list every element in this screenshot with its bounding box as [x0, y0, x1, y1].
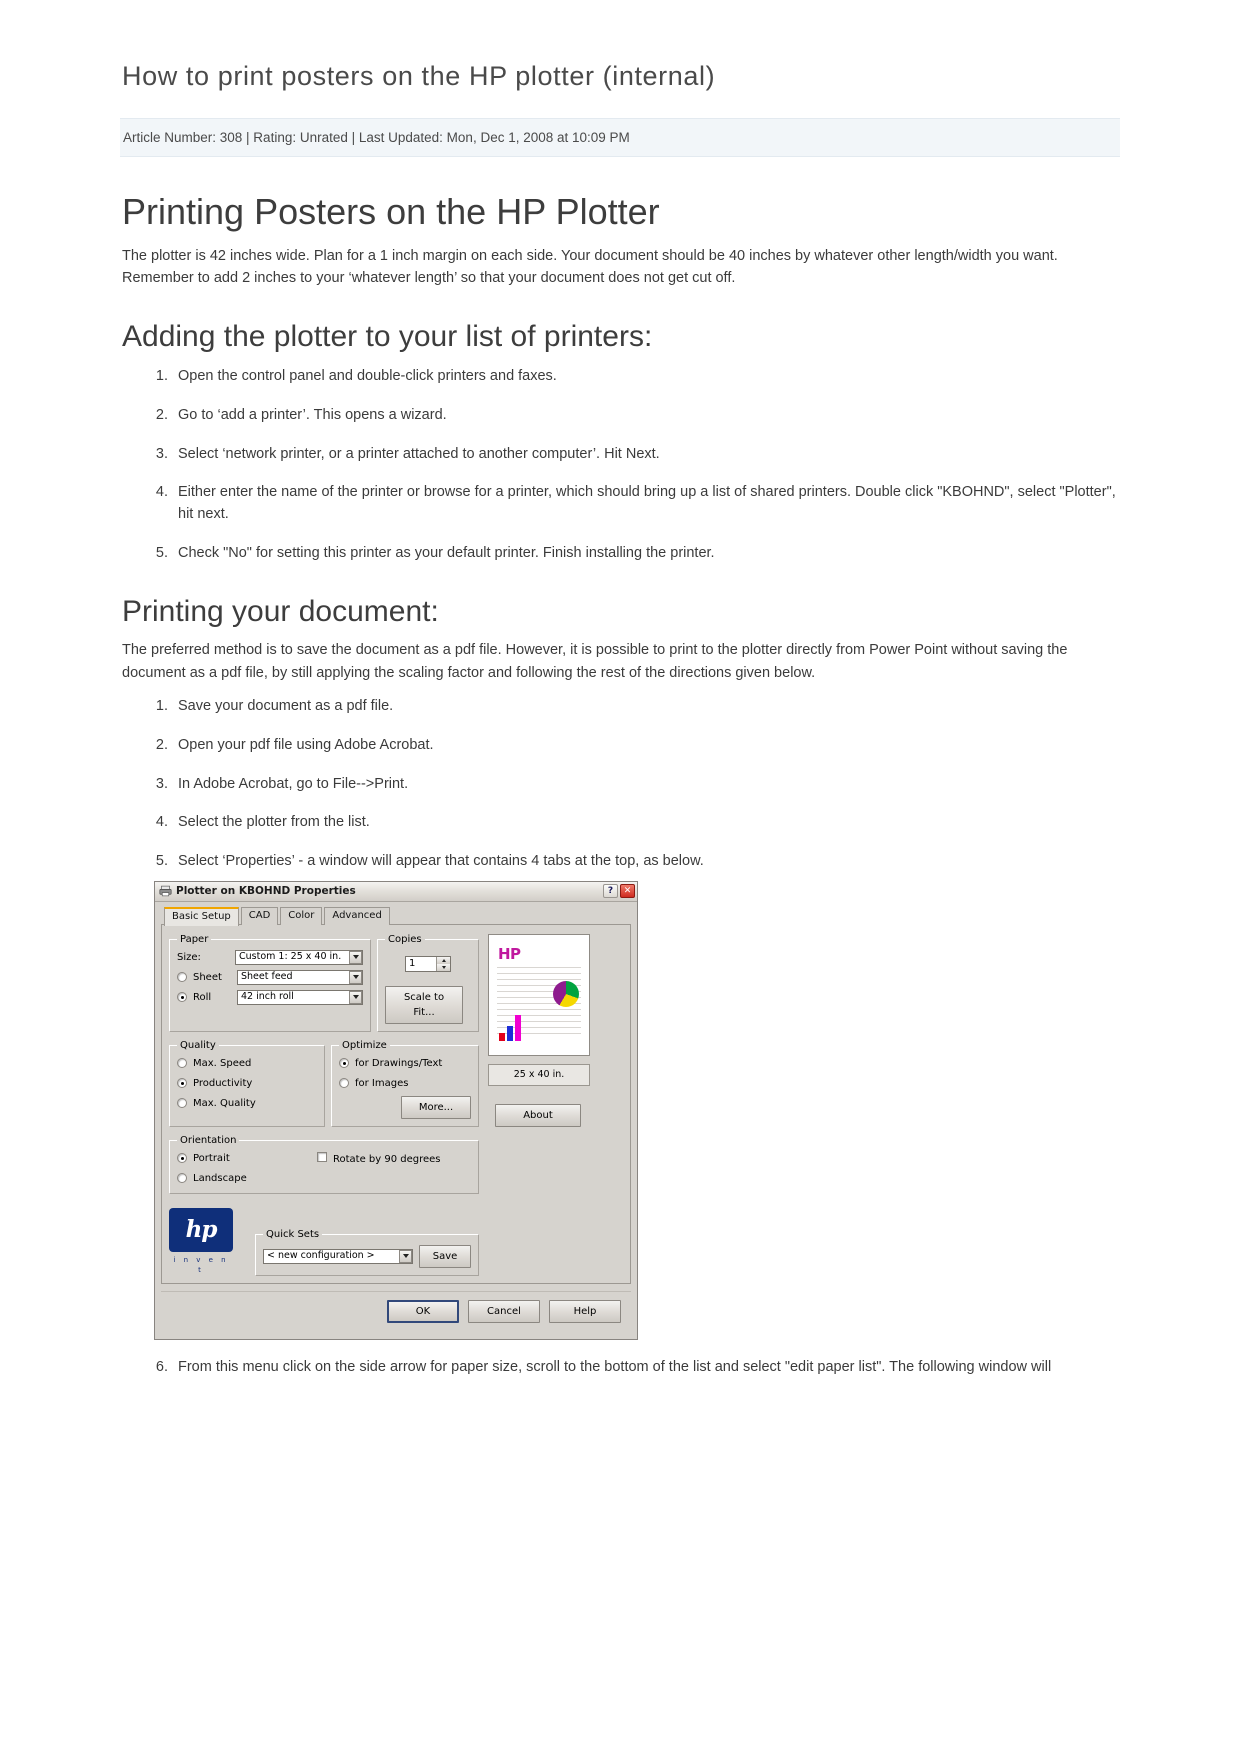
cancel-button[interactable]: Cancel [468, 1300, 540, 1323]
printing-document-steps [120, 696, 1120, 1379]
printing-intro-paragraph: The preferred method is to save the document as a pdf file. However, it is possible to print to the plotter directly from Power Point without saving the document as a pdf file, by still applying the scaling factor and following the rest of the directions given below. [122, 642, 1068, 681]
paper-size-label: Size: [177, 951, 201, 963]
list-item: 2. Open your pdf file using Adobe Acrobat. [172, 735, 1120, 757]
doc-heading-main: Printing Posters on the HP Plotter [122, 191, 660, 233]
rotate-90-row[interactable] [317, 1152, 441, 1186]
list-item: 1. Save your document as a pdf file. [172, 696, 1120, 718]
doc-heading-printing-document: Printing your document: [122, 594, 439, 628]
tab-color[interactable]: Color [280, 907, 322, 925]
quality-option-max-quality[interactable] [177, 1096, 317, 1111]
about-button[interactable]: About [495, 1104, 581, 1127]
copies-stepper-buttons[interactable] [436, 957, 450, 971]
productivity-label: Productivity [193, 1077, 253, 1089]
hp-logo-mark: hp [169, 1208, 233, 1252]
paper-sheet-row [177, 970, 363, 985]
plotter-properties-screenshot [154, 881, 1120, 1340]
chevron-down-icon[interactable] [349, 951, 362, 964]
settings-column [169, 932, 479, 1276]
doc-intro-paragraph: The plotter is 42 inches wide. Plan for a 1 inch margin on each side. Your document should be 40 inches by whatever other length/width you want. Remember to add 2 inches to your ‘whatever length’ so that your document does not get cut off. [122, 247, 1058, 287]
dialog-title-buttons [603, 884, 635, 898]
for-drawings-text-radio[interactable] [339, 1058, 349, 1068]
paper-sheet-label: Sheet [193, 971, 222, 983]
optimize-option-drawings-text[interactable] [339, 1056, 471, 1071]
paper-group-legend: Paper [180, 933, 209, 945]
orientation-group-legend: Orientation [180, 1134, 237, 1146]
list-item-label: Select ‘Properties’ - a window will appear that contains 4 tabs at the top, as below. [178, 853, 704, 870]
article-meta-bar: Article Number: 308 | Rating: Unrated | Last Updated: Mon, Dec 1, 2008 at 10:09 PM [120, 118, 1120, 157]
quick-sets-row [263, 1245, 471, 1268]
optimize-group [331, 1038, 479, 1127]
print-preview [488, 934, 590, 1056]
chevron-down-icon[interactable] [399, 1250, 412, 1263]
optimize-option-images[interactable] [339, 1076, 471, 1091]
paper-sheet-radio[interactable] [177, 972, 187, 982]
dialog-footer [161, 1291, 631, 1332]
doc-heading-adding-plotter: Adding the plotter to your list of printers: [122, 319, 653, 353]
copies-value: 1 [409, 957, 416, 969]
quality-option-productivity[interactable] [177, 1076, 317, 1091]
rotate-90-label: Rotate by 90 degrees [333, 1153, 441, 1165]
sheet-feed-combobox[interactable] [237, 970, 363, 985]
productivity-radio[interactable] [177, 1078, 187, 1088]
quality-group [169, 1038, 325, 1127]
help-button[interactable]: Help [549, 1300, 621, 1323]
close-icon[interactable]: ✕ [620, 884, 635, 898]
list-item: 6. From this menu click on the side arrow for paper size, scroll to the bottom of the list and select "edit paper list". The following window will [172, 1357, 1120, 1379]
list-item: 4. Either enter the name of the printer or browse for a printer, which should bring up a list of shared printers. Double click "KBOHND", select "Plotter", hit next. [172, 482, 1120, 526]
for-images-radio[interactable] [339, 1078, 349, 1088]
list-item: 2. Go to ‘add a printer’. This opens a wizard. [172, 405, 1120, 427]
quick-sets-save-button[interactable]: Save [419, 1245, 471, 1268]
quick-sets-legend: Quick Sets [266, 1228, 320, 1240]
hp-logo [169, 1208, 233, 1276]
list-item-with-figure [172, 851, 1120, 1340]
quick-sets-group [255, 1227, 479, 1276]
page-title: How to print posters on the HP plotter (internal) [122, 61, 716, 91]
optimize-group-legend: Optimize [342, 1039, 387, 1051]
basic-setup-panel [161, 924, 631, 1284]
paper-size-value: Custom 1: 25 x 40 in. [239, 951, 342, 963]
chevron-down-icon[interactable] [349, 991, 362, 1004]
stepper-down-icon[interactable] [437, 964, 450, 971]
quality-option-max-speed[interactable] [177, 1056, 317, 1071]
list-item: 1. Open the control panel and double-click printers and faxes. [172, 366, 1120, 388]
portrait-radio[interactable] [177, 1153, 187, 1163]
roll-size-combobox[interactable] [237, 990, 363, 1005]
scale-to-fit-button[interactable]: Scale to Fit... [385, 986, 463, 1024]
paper-size-row [177, 950, 363, 965]
list-item: 5. Check "No" for setting this printer as your default printer. Finish installing the printer. [172, 543, 1120, 565]
list-item: 4. Select the plotter from the list. [172, 812, 1120, 834]
dialog-title: Plotter on KBOHND Properties [176, 884, 356, 897]
copies-group-legend: Copies [388, 933, 422, 945]
stepper-up-icon[interactable] [437, 957, 450, 964]
quick-sets-value: < new configuration > [267, 1250, 375, 1262]
article-page [120, 0, 1120, 1379]
sheet-feed-value: Sheet feed [241, 971, 293, 983]
max-quality-radio[interactable] [177, 1098, 187, 1108]
help-icon[interactable]: ? [603, 884, 618, 898]
portrait-label: Portrait [193, 1152, 230, 1164]
chevron-down-icon[interactable] [349, 971, 362, 984]
hp-logo-tagline: i n v e n t [173, 1255, 229, 1275]
roll-size-value: 42 inch roll [241, 991, 294, 1003]
preview-pie-chart-icon [553, 981, 579, 1007]
preview-column [486, 932, 623, 1276]
quality-group-legend: Quality [180, 1039, 216, 1051]
ok-button[interactable]: OK [387, 1300, 459, 1323]
optimize-more-button[interactable]: More... [401, 1096, 471, 1119]
paper-roll-radio[interactable] [177, 992, 187, 1002]
quick-sets-combobox[interactable] [263, 1249, 413, 1264]
paper-copies-row [169, 932, 479, 1032]
max-quality-label: Max. Quality [193, 1097, 256, 1109]
preview-size-readout: 25 x 40 in. [488, 1064, 590, 1086]
tab-basic-setup[interactable]: Basic Setup [164, 907, 239, 926]
adding-plotter-steps [120, 366, 1120, 565]
for-images-label: for Images [355, 1077, 409, 1089]
copies-stepper[interactable] [405, 956, 451, 972]
paper-group [169, 932, 371, 1032]
orientation-option-landscape[interactable] [177, 1171, 317, 1186]
list-item: 3. Select ‘network printer, or a printer attached to another computer’. Hit Next. [172, 444, 1120, 466]
copies-group [377, 932, 479, 1032]
orientation-group [169, 1133, 479, 1194]
orientation-option-portrait[interactable] [177, 1151, 317, 1166]
dialog-body [155, 902, 637, 1339]
list-item: 3. In Adobe Acrobat, go to File-->Print. [172, 774, 1120, 796]
preview-brand-text: HP [498, 944, 521, 963]
tab-advanced[interactable]: Advanced [324, 907, 389, 925]
paper-size-combobox[interactable] [235, 950, 363, 965]
for-drawings-text-label: for Drawings/Text [355, 1057, 443, 1069]
rotate-90-checkbox[interactable] [317, 1152, 327, 1162]
dialog-tabs [161, 907, 631, 925]
quality-optimize-row [169, 1038, 479, 1127]
printer-icon [159, 885, 172, 897]
paper-roll-label: Roll [193, 991, 212, 1003]
tab-cad[interactable]: CAD [241, 907, 279, 925]
landscape-label: Landscape [193, 1172, 247, 1184]
preview-bar-chart-icon [499, 1015, 521, 1041]
paper-roll-row [177, 990, 363, 1005]
max-speed-radio[interactable] [177, 1058, 187, 1068]
landscape-radio[interactable] [177, 1173, 187, 1183]
plotter-properties-dialog [154, 881, 638, 1340]
dialog-titlebar [155, 882, 637, 902]
max-speed-label: Max. Speed [193, 1057, 252, 1069]
